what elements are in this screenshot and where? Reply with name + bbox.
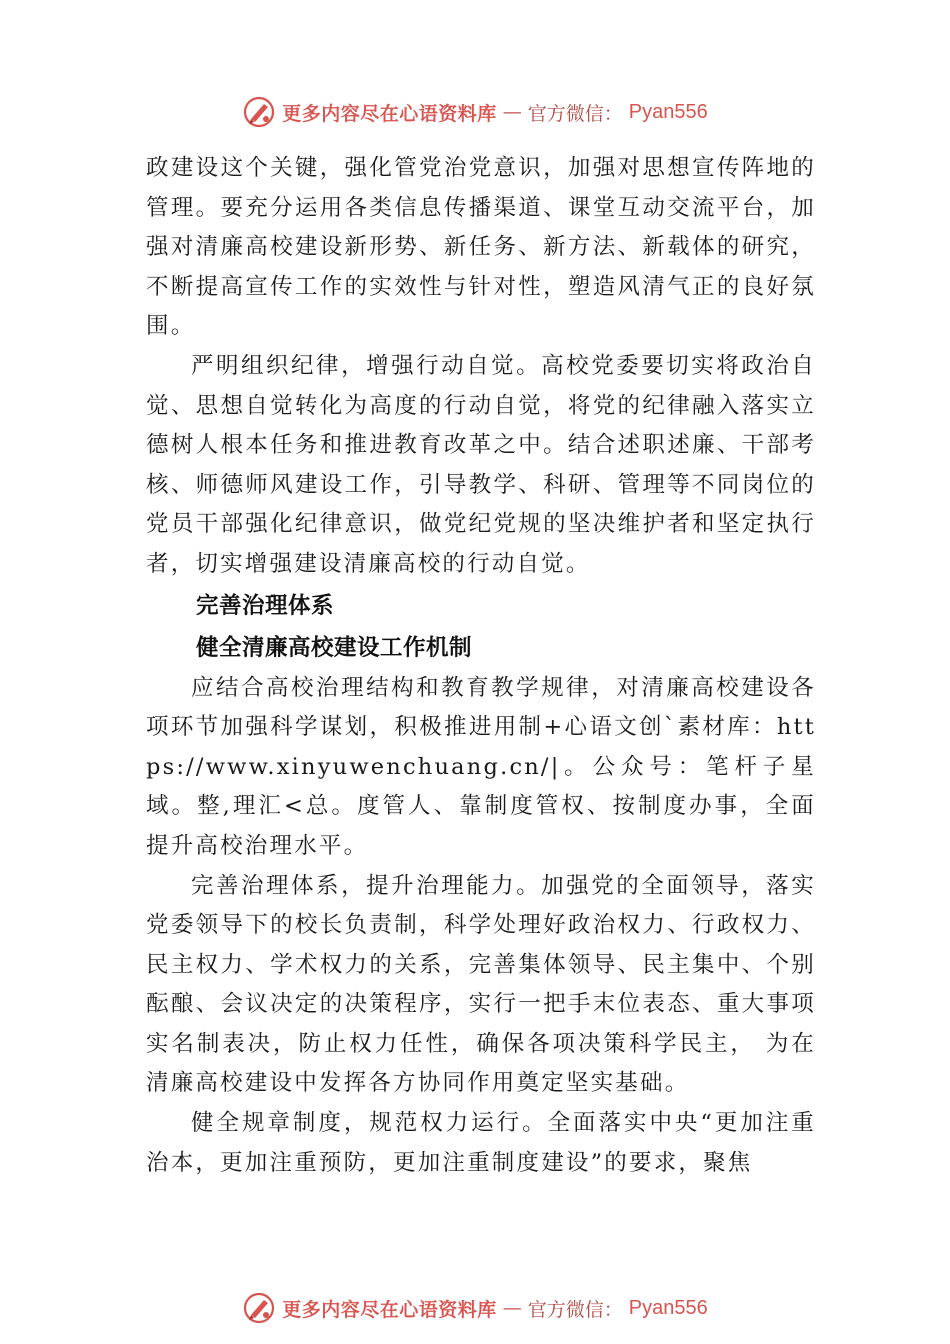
footer-banner [0, 1288, 950, 1328]
body-paragraph: 政建设这个关键，强化管党治党意识，加强对思想宣传阵地的管理。要充分运用各类信息传播渠道、课堂互动交流平台，加强对清廉高校建设新形势、新任务、新方法、新载体的研究，不断提高宣传工作的实效性与针对性，塑造风清气正的良好氛围。 [146, 155, 816, 340]
body-paragraph: 应结合高校治理结构和教育教学规律，对清廉高校建设各项环节加强科学谋划，积极推进用制+心语文创`素材库：https://www.xinyuwenchuang.cn/|。公众号：笔杆子星域。整,理汇<总。度管人、靠制度管权、按制度办事，全面提升高校治理水平。 [146, 674, 816, 859]
banner-wechat-label: 官方微信： [527, 1298, 623, 1321]
pen-logo-icon [242, 1291, 276, 1325]
banner-brand: 更多内容尽在心语资料库 [282, 1298, 497, 1321]
body-paragraph: 严明组织纪律，增强行动自觉。高校党委要切实将政治自觉、思想自觉转化为高度的行动自觉，将党的纪律融入落实立德树人根本任务和推进教育改革之中。结合述职述廉、干部考核、师德师风建设工作，引导教学、科研、管理等不同岗位的党员干部强化纪律意识，做党纪党规的坚决维护者和坚定执行者，切实增强建设清廉高校的行动自觉。 [146, 352, 816, 577]
banner-wechat-id: Pyan556 [628, 100, 708, 123]
banner-wechat-label: 官方微信： [527, 102, 623, 125]
section-heading: 完善治理体系 [196, 592, 335, 619]
banner-wechat-id: Pyan556 [628, 1296, 708, 1319]
banner-brand: 更多内容尽在心语资料库 [282, 102, 497, 125]
banner-dash: — [502, 101, 522, 123]
section-heading: 健全清廉高校建设工作机制 [196, 634, 473, 661]
banner-dash: — [502, 1297, 522, 1319]
body-paragraph: 完善治理体系，提升治理能力。加强党的全面领导，落实党委领导下的校长负责制，科学处理好政治权力、行政权力、民主权力、学术权力的关系，完善集体领导、民主集中、个别酝酿、会议决定的决策程序，实行一把手末位表态、重大事项实名制表决，防止权力任性，确保各项决策科学民主， 为在清廉高校建设中发挥各方协同作用奠定坚实基础。 [146, 872, 816, 1097]
pen-logo-icon [242, 95, 276, 129]
header-banner [0, 92, 950, 132]
body-paragraph: 健全规章制度，规范权力运行。全面落实中央“更加注重治本，更加注重预防，更加注重制度建设”的要求，聚焦 [146, 1110, 816, 1176]
document-body [146, 149, 816, 1183]
